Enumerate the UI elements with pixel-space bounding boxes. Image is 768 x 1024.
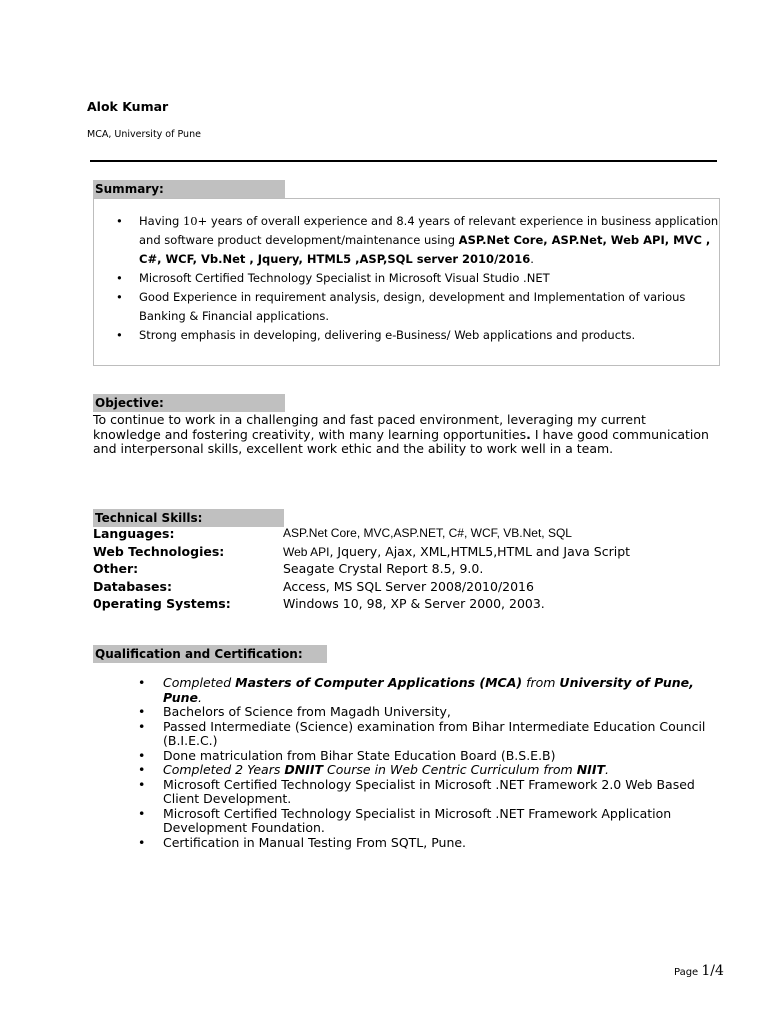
skill-value: Seagate Crystal Report 8.5, 9.0. bbox=[283, 561, 484, 576]
qualification-list bbox=[138, 676, 728, 850]
skill-label: Web Technologies: bbox=[93, 544, 225, 559]
candidate-name: Alok Kumar bbox=[87, 99, 169, 114]
summary-item: • Good Experience in requirement analysis, design, development and Implementation of various Banking & Financial applications. bbox=[116, 288, 721, 326]
qualification-item: • Certification in Manual Testing From SQTL, Pune. bbox=[138, 836, 728, 851]
skill-value: Web API, Jquery, Ajax, XML,HTML5,HTML and Java Script bbox=[283, 544, 631, 559]
qualification-item: • Passed Intermediate (Science) examination from Bihar Intermediate Education Council (B.I.E.C.) bbox=[138, 720, 728, 749]
summary-list bbox=[116, 212, 721, 345]
qualification-item: • Done matriculation from Bihar State Education Board (B.S.E.B) bbox=[138, 749, 728, 764]
page-number: Page 1/4 bbox=[674, 963, 724, 979]
summary-heading: Summary: bbox=[93, 180, 285, 198]
qualification-heading: Qualification and Certification: bbox=[93, 645, 327, 663]
summary-item: • Microsoft Certified Technology Specialist in Microsoft Visual Studio .NET bbox=[116, 269, 721, 288]
skill-label: Languages: bbox=[93, 526, 175, 541]
objective-text: To continue to work in a challenging and fast paced environment, leveraging my current knowledge and fostering creativity, with many learning opportunities. I have good communication and interpersonal skills, excellent work ethic and the ability to work well in a team. bbox=[93, 412, 709, 456]
qualification-item: • Bachelors of Science from Magadh University, bbox=[138, 705, 728, 720]
candidate-degree: MCA, University of Pune bbox=[87, 129, 201, 140]
objective-heading: Objective: bbox=[93, 394, 285, 412]
qualification-item: • Microsoft Certified Technology Specialist in Microsoft .NET Framework Application Development Foundation. bbox=[138, 807, 728, 836]
summary-item: • Strong emphasis in developing, delivering e-Business/ Web applications and products. bbox=[116, 326, 721, 345]
header-divider bbox=[90, 160, 717, 162]
skill-label: Other: bbox=[93, 561, 139, 576]
skills-heading: Technical Skills: bbox=[93, 509, 284, 527]
skill-value: ASP.Net Core, MVC,ASP.NET, C#, WCF, VB.Net, SQL bbox=[283, 526, 572, 540]
qualification-item: • Completed Masters of Computer Applications (MCA) from University of Pune, Pune. bbox=[138, 676, 728, 705]
qualification-item: • Microsoft Certified Technology Specialist in Microsoft .NET Framework 2.0 Web Based Client Development. bbox=[138, 778, 728, 807]
qualification-item: • Completed 2 Years DNIIT Course in Web Centric Curriculum from NIIT. bbox=[138, 763, 728, 778]
skill-label: Databases: bbox=[93, 579, 172, 594]
skill-value: Windows 10, 98, XP & Server 2000, 2003. bbox=[283, 596, 545, 611]
summary-item: • Having 10+ years of overall experience and 8.4 years of relevant experience in business application and software product development/maintenance using ASP.Net Core, ASP.Net, Web API, MVC , C#, WCF, Vb.Net , Jquery, HTML5 ,ASP,SQL server 2010/2016. bbox=[116, 212, 721, 269]
skill-value: Access, MS SQL Server 2008/2010/2016 bbox=[283, 579, 534, 594]
skill-label: 0perating Systems: bbox=[93, 596, 231, 611]
